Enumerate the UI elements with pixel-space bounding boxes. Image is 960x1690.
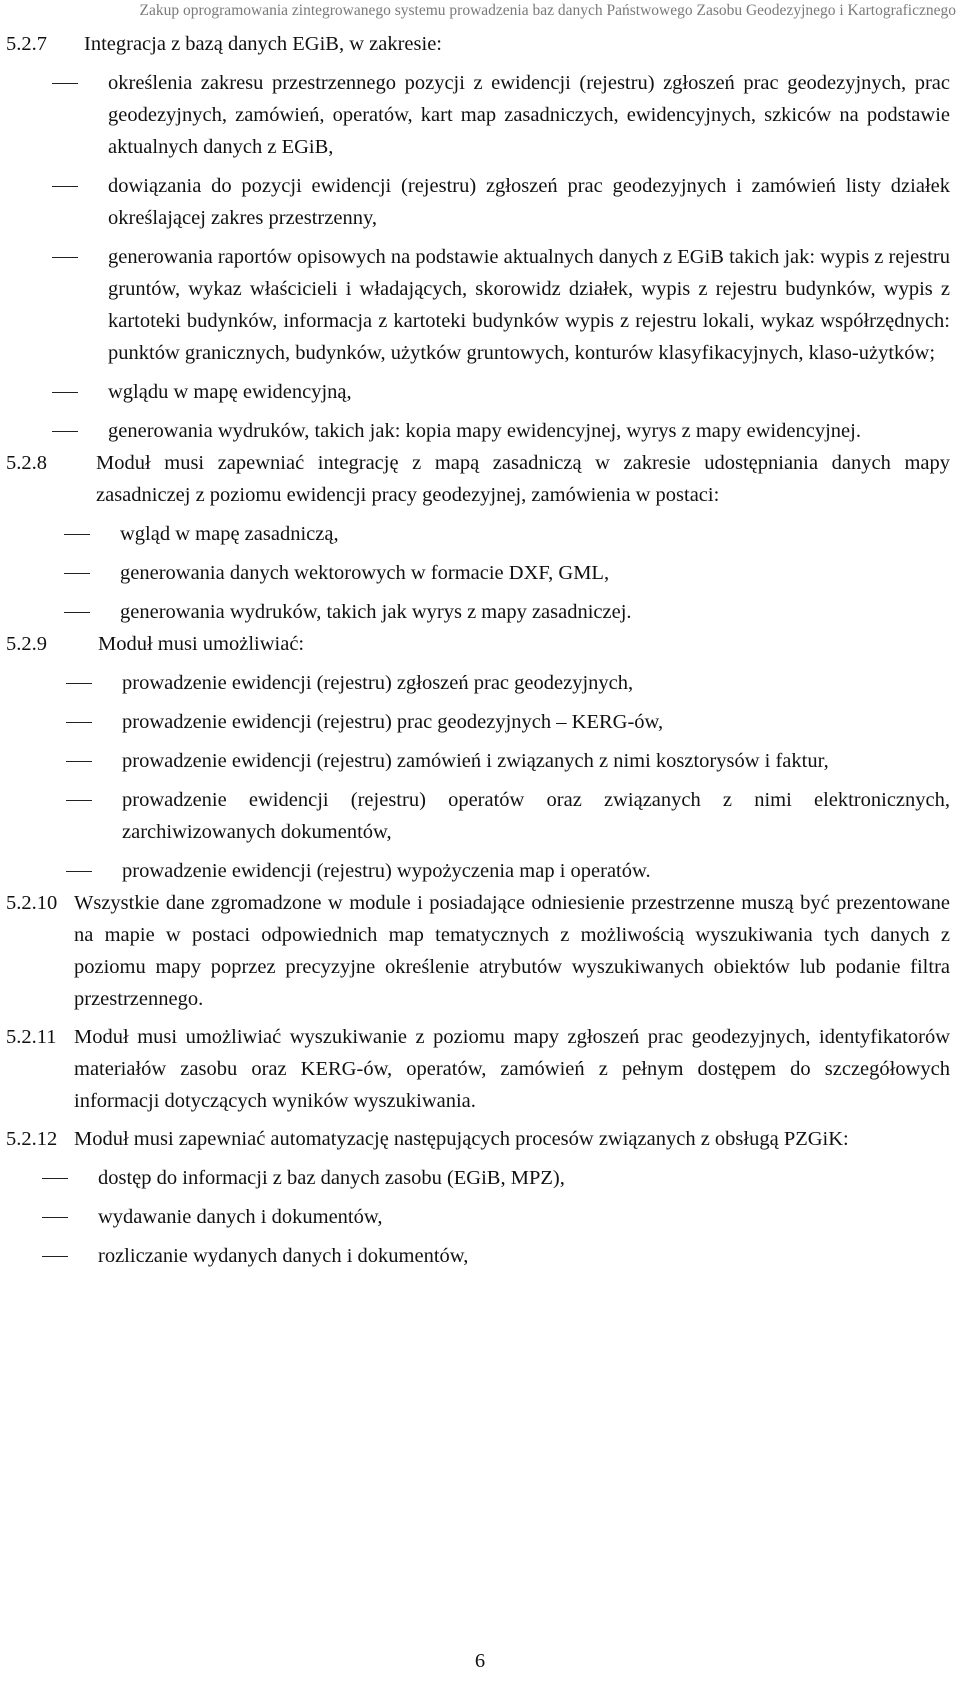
section-body [74,887,950,1021]
list-item: prowadzenie ewidencji (rejestru) zamówień i związanych z nimi kosztorysów i faktur, [98,745,950,777]
page-number: 6 [474,1650,486,1672]
list-item: dostęp do informacji z baz danych zasobu (EGiB, MPZ), [74,1162,950,1194]
dash-list [84,67,950,447]
section-5-2-9 [6,628,950,887]
list-item: generowania danych wektorowych w formacie DXF, GML, [96,557,950,589]
list-item: wglądu w mapę ewidencyjną, [84,376,950,408]
list-item: generowania raportów opisowych na podstawie aktualnych danych z EGiB takich jak: wypis z rejestru gruntów, wykaz właścicieli i władających, skorowidz działek, wypis z rejestru budynków, wypis z kartoteki budynków, informacja z kartoteki budynków wypis z rejestru lokali, wykaz współrzędnych: punktów granicznych, budynków, użytków gruntowych, konturów klasyfikacyjnych, klaso-użytków; [84,241,950,369]
section-number: 5.2.10 [6,892,58,914]
section-text: Wszystkie dane zgromadzone w module i posiadające odniesienie przestrzenne muszą być prezentowane na mapie w postaci odpowiednich map tematycznych z możliwością wyszukiwania tych danych z poziomu mapy poprzez precyzyjne określenie atrybutów wyszukiwanych obiektów lub podanie filtra przestrzennego. [74,892,950,1010]
section-body [74,1021,950,1123]
dash-list [98,667,950,887]
running-header: Zakup oprogramowania zintegrowanego systemu prowadzenia baz danych Państwowego Zasobu Geodezyjnego i Kartograficznego [139,2,956,19]
section-number: 5.2.12 [6,1128,58,1150]
list-item: wydawanie danych i dokumentów, [74,1201,950,1233]
section-5-2-8 [6,447,950,628]
section-text: Moduł musi umożliwiać wyszukiwanie z poziomu mapy zgłoszeń prac geodezyjnych, identyfikatorów materiałów zasobu oraz KERG-ów, operatów, zamówień z pełnym dostępem do szczegółowych informacji dotyczących wyników wyszukiwania. [74,1026,950,1112]
list-item: rozliczanie wydanych danych i dokumentów, [74,1240,950,1272]
list-item: wgląd w mapę zasadniczą, [96,518,950,550]
section-5-2-11 [6,1021,950,1123]
list-item: prowadzenie ewidencji (rejestru) operatów oraz związanych z nimi elektronicznych, zarchiwizowanych dokumentów, [98,784,950,848]
section-number: 5.2.9 [6,633,47,655]
dash-list [74,1162,950,1272]
section-number: 5.2.7 [6,33,47,55]
list-item: prowadzenie ewidencji (rejestru) wypożyczenia map i operatów. [98,855,950,887]
section-5-2-7 [6,28,950,447]
section-number: 5.2.11 [6,1026,57,1048]
section-body [98,628,950,887]
section-text: Moduł musi zapewniać automatyzację następujących procesów związanych z obsługą PZGiK: [74,1128,849,1150]
section-body [84,28,950,447]
section-5-2-10 [6,887,950,1021]
section-text: Moduł musi zapewniać integrację z mapą zasadniczą w zakresie udostępniania danych mapy zasadniczej z poziomu ewidencji pracy geodezyjnej, zamówienia w postaci: [96,452,950,506]
list-item: dowiązania do pozycji ewidencji (rejestru) zgłoszeń prac geodezyjnych i zamówień listy działek określającej zakres przestrzenny, [84,170,950,234]
section-text: Moduł musi umożliwiać: [98,633,305,655]
section-5-2-12 [6,1123,950,1272]
section-body [96,447,950,628]
list-item: prowadzenie ewidencji (rejestru) prac geodezyjnych – KERG-ów, [98,706,950,738]
section-body [74,1123,950,1272]
list-item: generowania wydruków, takich jak wyrys z mapy zasadniczej. [96,596,950,628]
section-number: 5.2.8 [6,452,47,474]
list-item: określenia zakresu przestrzennego pozycji z ewidencji (rejestru) zgłoszeń prac geodezyjnych, prac geodezyjnych, zamówień, operatów, kart map zasadniczych, ewidencyjnych, szkiców na podstawie aktualnych danych z EGiB, [84,67,950,163]
section-text: Integracja z bazą danych EGiB, w zakresie: [84,33,442,55]
list-item: prowadzenie ewidencji (rejestru) zgłoszeń prac geodezyjnych, [98,667,950,699]
list-item: generowania wydruków, takich jak: kopia mapy ewidencyjnej, wyrys z mapy ewidencyjnej. [84,415,950,447]
document-body [6,28,950,1272]
dash-list [96,518,950,628]
